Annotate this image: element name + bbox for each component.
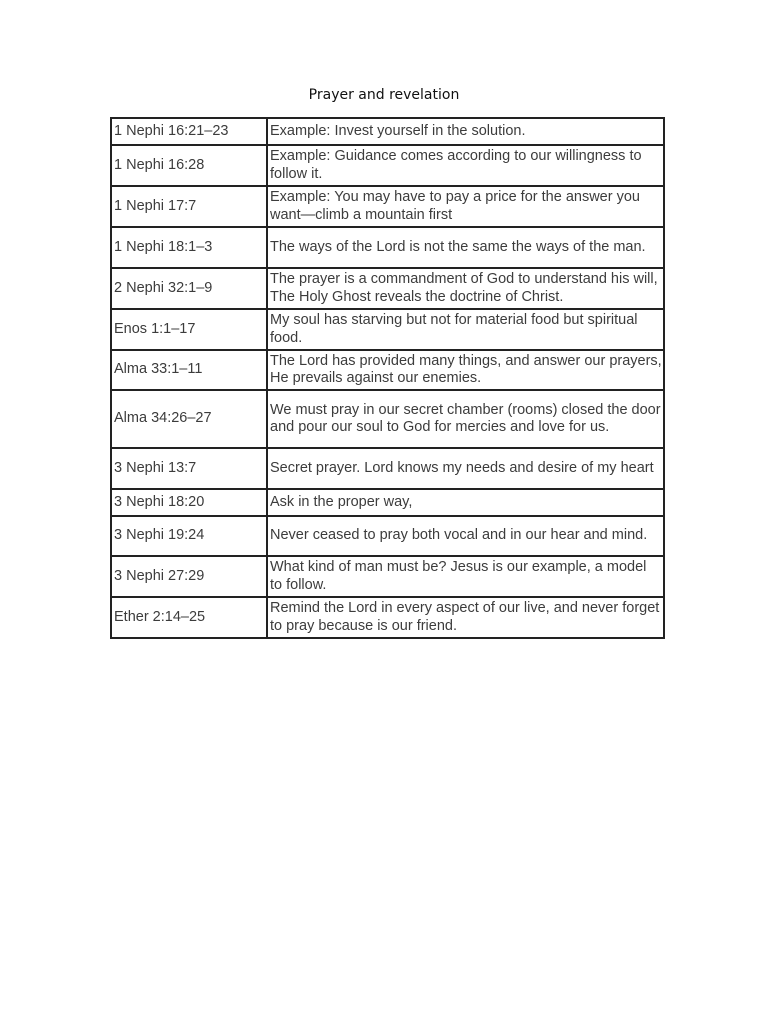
table-row: [111, 448, 664, 489]
reference-cell: Ether 2:14–25: [111, 597, 267, 638]
description-cell: The prayer is a commandment of God to understand his will, The Holy Ghost reveals the doctrine of Christ.: [267, 268, 664, 309]
table-row: [111, 350, 664, 390]
table-row: [111, 118, 664, 145]
description-cell: The Lord has provided many things, and answer our prayers, He prevails against our enemies.: [267, 350, 664, 390]
description-cell: Example: Guidance comes according to our willingness to follow it.: [267, 145, 664, 186]
reference-cell: Enos 1:1–17: [111, 309, 267, 350]
description-cell: Example: Invest yourself in the solution.: [267, 118, 664, 145]
description-cell: Remind the Lord in every aspect of our live, and never forget to pray because is our friend.: [267, 597, 664, 638]
reference-cell: 3 Nephi 19:24: [111, 516, 267, 556]
table-row: [111, 145, 664, 186]
description-cell: We must pray in our secret chamber (rooms) closed the door and pour our soul to God for mercies and love for us.: [267, 390, 664, 448]
table-row: [111, 186, 664, 227]
reference-cell: Alma 34:26–27: [111, 390, 267, 448]
description-cell: The ways of the Lord is not the same the ways of the man.: [267, 227, 664, 268]
reference-cell: Alma 33:1–11: [111, 350, 267, 390]
reference-cell: 2 Nephi 32:1–9: [111, 268, 267, 309]
reference-cell: 1 Nephi 16:28: [111, 145, 267, 186]
description-cell: Ask in the proper way,: [267, 489, 664, 516]
reference-cell: 3 Nephi 27:29: [111, 556, 267, 597]
table-row: [111, 597, 664, 638]
scripture-table-container: [110, 117, 663, 639]
description-cell: Secret prayer. Lord knows my needs and desire of my heart: [267, 448, 664, 489]
description-cell: Example: You may have to pay a price for the answer you want—climb a mountain first: [267, 186, 664, 227]
reference-cell: 1 Nephi 16:21–23: [111, 118, 267, 145]
table-row: [111, 390, 664, 448]
table-row: [111, 227, 664, 268]
description-cell: Never ceased to pray both vocal and in our hear and mind.: [267, 516, 664, 556]
reference-cell: 1 Nephi 18:1–3: [111, 227, 267, 268]
table-row: [111, 268, 664, 309]
reference-cell: 3 Nephi 18:20: [111, 489, 267, 516]
table-row: [111, 309, 664, 350]
reference-cell: 1 Nephi 17:7: [111, 186, 267, 227]
scripture-table-body: [111, 118, 664, 638]
description-cell: What kind of man must be? Jesus is our example, a model to follow.: [267, 556, 664, 597]
table-row: [111, 556, 664, 597]
page-title: Prayer and revelation: [308, 87, 460, 103]
reference-cell: 3 Nephi 13:7: [111, 448, 267, 489]
description-cell: My soul has starving but not for material food but spiritual food.: [267, 309, 664, 350]
table-row: [111, 516, 664, 556]
table-row: [111, 489, 664, 516]
scripture-table: [110, 117, 665, 639]
